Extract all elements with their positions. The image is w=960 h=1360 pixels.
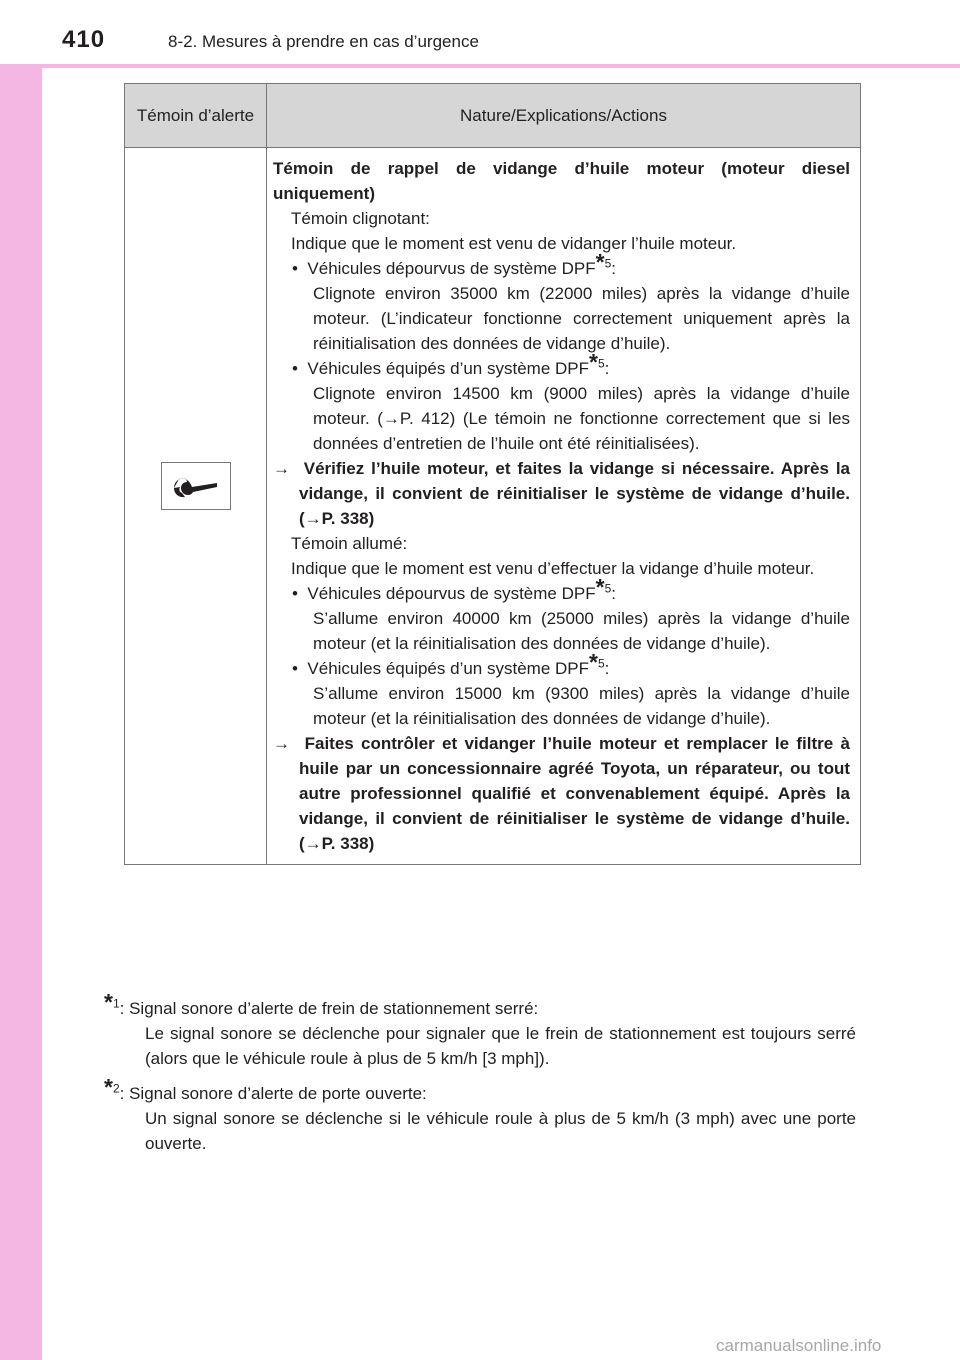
page-header bbox=[0, 0, 960, 66]
warning-title: Témoin de rappel de vidange d’huile moteur (moteur diesel uniquement) bbox=[273, 159, 850, 203]
list-item bbox=[273, 574, 850, 606]
action-item bbox=[273, 456, 850, 531]
footnote-text: Un signal sonore se déclenche si le véhicule roule à plus de 5 km/h (3 mph) avec une porte ouverte. bbox=[145, 1109, 856, 1153]
explanation-cell bbox=[267, 148, 861, 865]
footnote-title: : Signal sonore d’alerte de porte ouverte: bbox=[119, 1084, 427, 1103]
bullet-label: Véhicules équipés d’un système DPF bbox=[307, 659, 589, 678]
footnote-star: * bbox=[589, 649, 598, 675]
table-row bbox=[125, 148, 861, 865]
on-label: Témoin allumé: bbox=[291, 534, 408, 553]
footnote-ref: 5 bbox=[597, 656, 605, 671]
colon: : bbox=[604, 359, 610, 378]
colon: : bbox=[611, 584, 616, 603]
colon: : bbox=[611, 259, 616, 278]
bullet-label: Véhicules dépourvus de système DPF bbox=[307, 259, 596, 278]
footnote-number: 1 bbox=[112, 996, 120, 1011]
footnote-text: Le signal sonore se déclenche pour signaler que le frein de stationnement est toujours serré (alors que le véhicule roule à plus de 5 km/h [3 mph]). bbox=[145, 1024, 856, 1068]
flash-label: Témoin clignotant: bbox=[291, 209, 430, 228]
warning-light-table bbox=[124, 83, 861, 865]
list-item bbox=[273, 249, 850, 281]
footnote-star: * bbox=[104, 989, 113, 1015]
flash-text: Indique que le moment est venu de vidanger l’huile moteur. bbox=[291, 234, 737, 253]
footnote-number: 2 bbox=[112, 1081, 120, 1096]
watermark-text: carmanualsonline.info bbox=[716, 1336, 882, 1355]
warning-light-cell bbox=[125, 148, 267, 865]
bullet-text: S’allume environ 15000 km (9300 miles) après la vidange d’huile moteur (et la réinitialisation des données de vidange d’huile). bbox=[313, 684, 850, 728]
on-text: Indique que le moment est venu d’effectuer la vidange d’huile moteur. bbox=[291, 559, 815, 578]
bullet-text: Clignote environ 14500 km (9000 miles) après la vidange d’huile moteur. (→P. 412) (Le témoin ne fonctionne correctement que si les données d’entretien de l’huile ont été réinitialisées). bbox=[313, 384, 850, 453]
bullet-glyph: • bbox=[292, 359, 298, 378]
column-header-warning-light bbox=[125, 84, 267, 148]
footnote-star: * bbox=[589, 349, 598, 375]
page-number: 410 bbox=[62, 26, 106, 53]
column-header-label: Nature/Explications/Actions bbox=[460, 106, 667, 125]
action-text: Vérifiez l’huile moteur, et faites la vidange si nécessaire. Après la vidange, il convient de réinitialiser le système de vidange d’huile. (→P. 338) bbox=[299, 459, 851, 528]
footnote-star: * bbox=[104, 1074, 113, 1100]
bullet-label: Véhicules équipés d’un système DPF bbox=[307, 359, 589, 378]
footnote-item bbox=[104, 1074, 856, 1156]
colon: : bbox=[604, 659, 610, 678]
footnote-star: * bbox=[595, 574, 605, 600]
footnote-ref: 5 bbox=[604, 256, 612, 271]
left-margin-band bbox=[0, 0, 42, 1360]
column-header-label: Témoin d’alerte bbox=[136, 106, 255, 125]
footnote-ref: 5 bbox=[604, 581, 612, 596]
action-item bbox=[273, 731, 850, 856]
arrow-glyph: → bbox=[273, 459, 290, 478]
column-header-explanations bbox=[267, 84, 861, 148]
footnote-item bbox=[104, 989, 856, 1071]
bullet-glyph: • bbox=[292, 259, 298, 278]
bullet-glyph: • bbox=[292, 659, 298, 678]
wrench-icon bbox=[161, 462, 231, 510]
header-rule bbox=[0, 64, 960, 68]
table-header-row bbox=[125, 84, 861, 148]
footnote-ref: 5 bbox=[597, 356, 605, 371]
section-title: 8-2. Mesures à prendre en cas d’urgence bbox=[168, 32, 479, 51]
footnote-title-line bbox=[104, 989, 856, 1021]
action-text: Faites contrôler et vidanger l’huile moteur et remplacer le filtre à huile par un concessionnaire agréé Toyota, un réparateur, ou tout autre professionnel qualifié et convenablement équipé. Après la vidange, il convient de réinitialiser le système de vidange d’huile. (→P. 338) bbox=[299, 734, 850, 853]
bullet-text: Clignote environ 35000 km (22000 miles) après la vidange d’huile moteur. (L’indicateur fonctionne correctement uniquement après la réinitialisation des données de vidange d’huile). bbox=[313, 284, 850, 353]
footnotes bbox=[104, 989, 856, 1166]
list-item bbox=[273, 349, 850, 381]
footnote-title-line bbox=[104, 1074, 856, 1106]
bullet-text: S’allume environ 40000 km (25000 miles) après la vidange d’huile moteur (et la réinitialisation des données de vidange d’huile). bbox=[313, 609, 850, 653]
footnote-star: * bbox=[595, 249, 605, 275]
bullet-glyph: • bbox=[292, 584, 298, 603]
bullet-label: Véhicules dépourvus de système DPF bbox=[307, 584, 596, 603]
footnote-title: : Signal sonore d’alerte de frein de stationnement serré: bbox=[119, 999, 539, 1018]
list-item bbox=[273, 649, 850, 681]
arrow-glyph: → bbox=[273, 734, 290, 753]
